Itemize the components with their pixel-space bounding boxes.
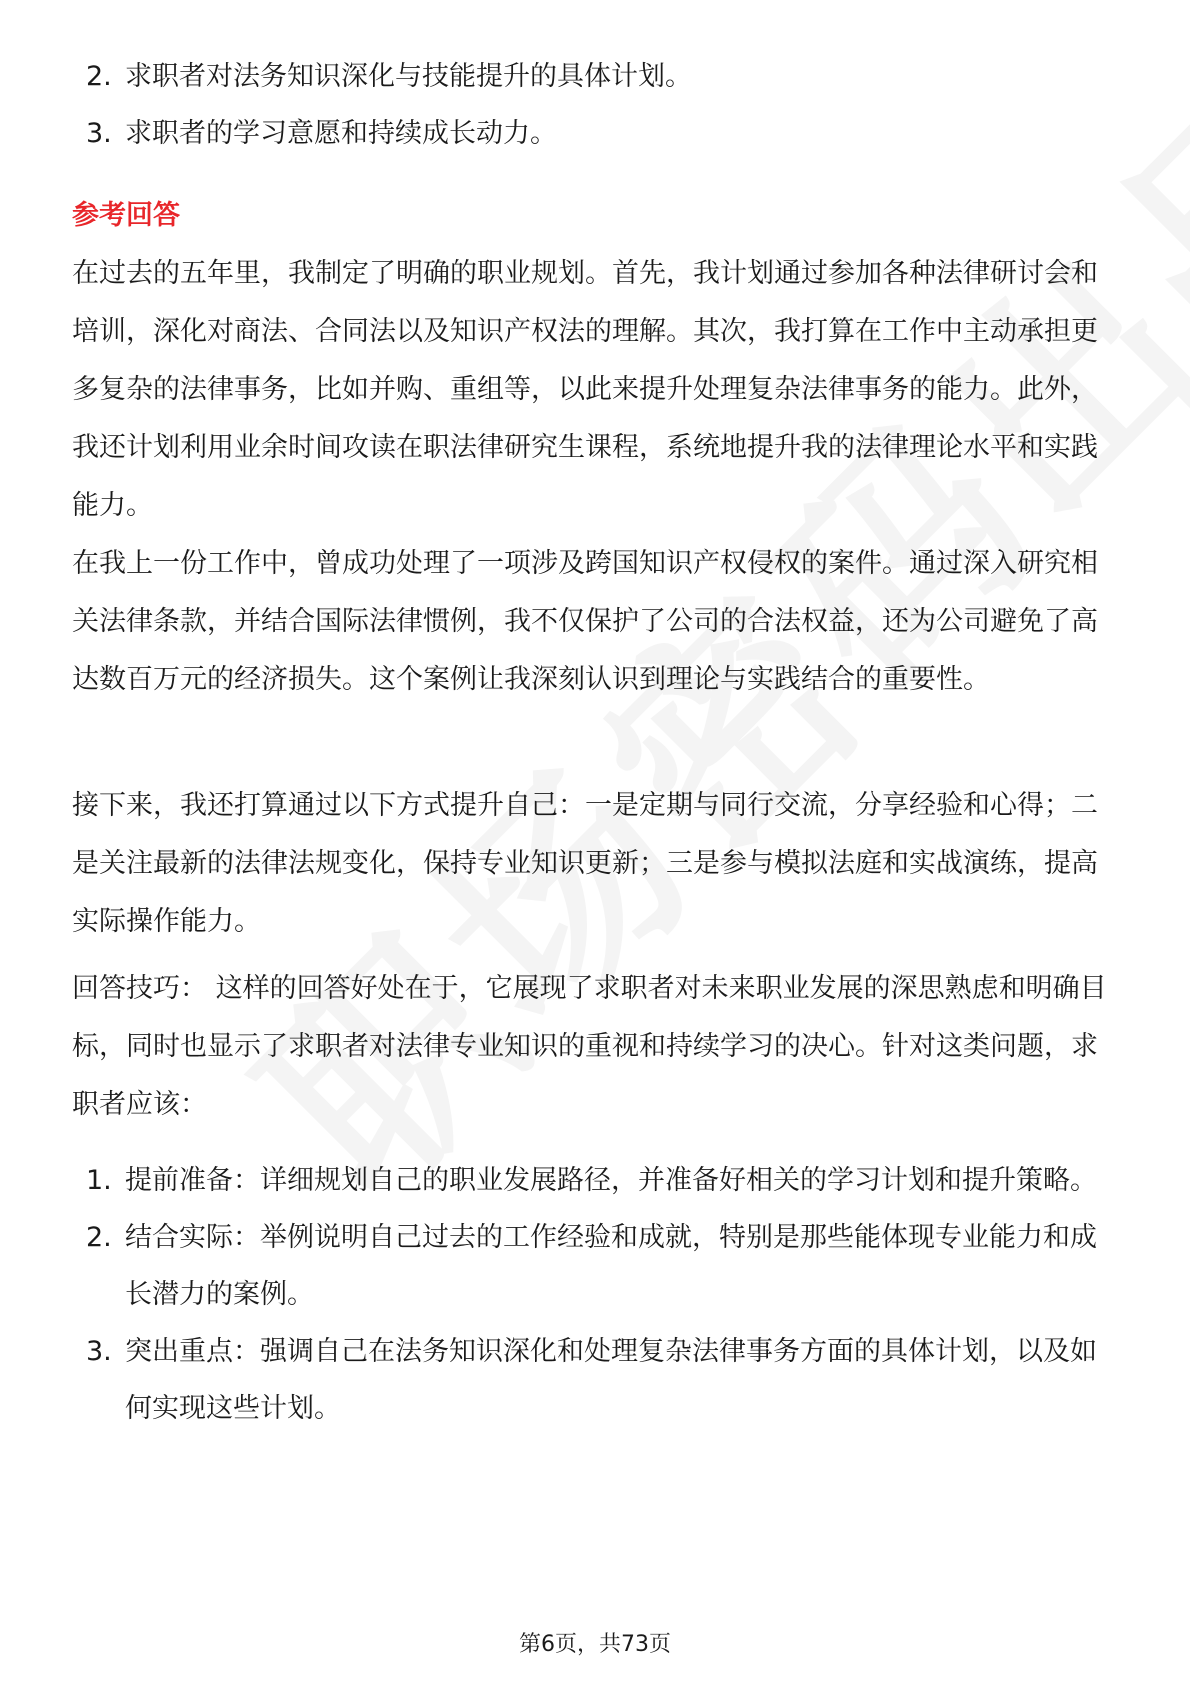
list-item-text: 提前准备：详细规划自己的职业发展路径，并准备好相关的学习计划和提升策略。 (125, 1165, 1097, 1196)
list-number: 2. (86, 1222, 112, 1253)
tips-list (0, 1152, 1190, 1437)
list-item-text: 突出重点：强调自己在法务知识深化和处理复杂法律事务方面的具体计划，以及如何实现这些计划。 (125, 1336, 1097, 1424)
paragraph: 在过去的五年里，我制定了明确的职业规划。首先，我计划通过参加各种法律研讨会和培训，深化对商法、合同法以及知识产权法的理解。其次，我打算在工作中主动承担更多复杂的法律事务，比如并购、重组等，以此来提升处理复杂法律事务的能力。此外，我还计划利用业余时间攻读在职法律研究生课程，系统地提升我的法律理论水平和实践能力。 (72, 258, 1098, 521)
list-item-text: 求职者对法务知识深化与技能提升的具体计划。 (125, 61, 692, 92)
paragraph: 在我上一份工作中，曾成功处理了一项涉及跨国知识产权侵权的案件。通过深入研究相关法律条款，并结合国际法律惯例，我不仅保护了公司的合法权益，还为公司避免了高达数百万元的经济损失。这个案例让我深刻认识到理论与实践结合的重要性。 (72, 548, 1098, 695)
intro-list (0, 48, 1190, 162)
list-item (0, 1323, 1190, 1437)
list-item-text: 求职者的学习意愿和持续成长动力。 (125, 118, 557, 149)
list-item-text: 结合实际：举例说明自己过去的工作经验和成就，特别是那些能体现专业能力和成长潜力的案例。 (125, 1222, 1097, 1310)
page-footer: 第6页，共73页 (519, 1632, 671, 1657)
list-number: 3. (86, 118, 112, 149)
list-number: 1. (86, 1165, 112, 1196)
paragraph: 回答技巧： 这样的回答好处在于，它展现了求职者对未来职业发展的深思熟虑和明确目标，同时也显示了求职者对法律专业知识的重视和持续学习的决心。针对这类问题，求职者应该： (72, 973, 1107, 1120)
section-heading: 参考回答 (72, 200, 180, 231)
list-item (0, 1152, 1190, 1209)
list-item (0, 1209, 1190, 1323)
list-item (0, 48, 1190, 105)
list-number: 3. (86, 1336, 112, 1367)
paragraph: 接下来，我还打算通过以下方式提升自己：一是定期与同行交流，分享经验和心得；二是关注最新的法律法规变化，保持专业知识更新；三是参与模拟法庭和实战演练，提高实际操作能力。 (72, 790, 1098, 937)
list-number: 2. (86, 61, 112, 92)
list-item (0, 105, 1190, 162)
